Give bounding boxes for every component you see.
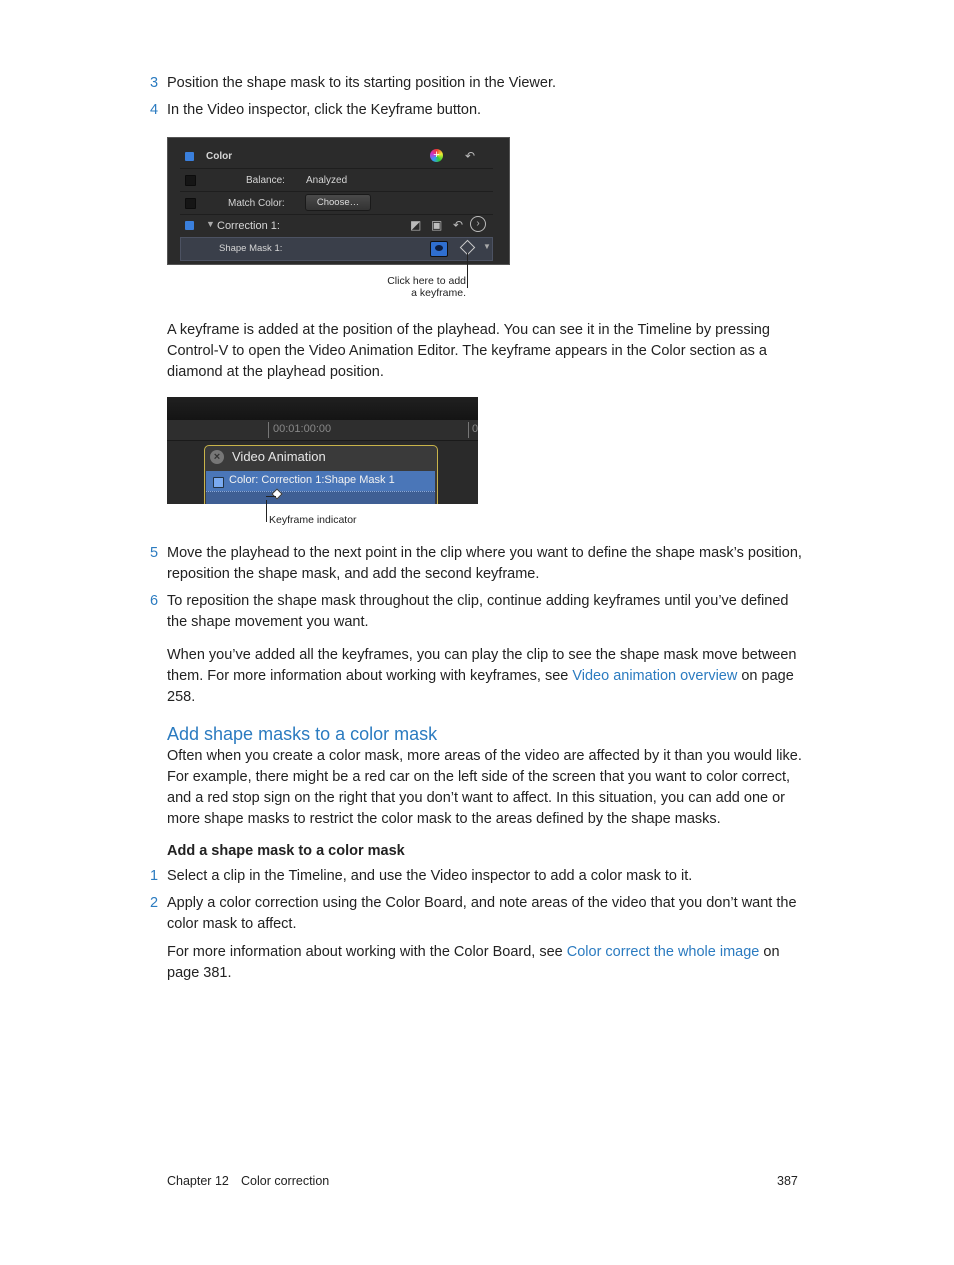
shape-mask-row [180,237,493,261]
track-label: Color: Correction 1:Shape Mask 1 [229,474,395,486]
panel-title: Video Animation [232,449,326,464]
section-paragraph: Often when you create a color mask, more areas of the video are affected by it than you would like. For example, there might be a red car on the left side of the screen that you want to color correct, and a red stop sign on the right that you don’t want to affect. In this situation, you can add one or more shape masks to restrict the color mask to the areas defined by the shape masks. [167,748,802,827]
color-label: Color [206,151,233,162]
match-color-label: Match Color: [228,198,285,209]
callout-keyframe-button [381,275,466,299]
color-row [180,146,493,169]
chevron-right-icon[interactable]: › [470,216,486,232]
callout-line [266,500,267,522]
balance-label: Balance: [246,175,285,186]
callout-line [467,253,468,288]
text: When you’ve added all the keyframes, you can play the clip to see the shape mask move between them. For more information about working with keyframes, see [167,647,797,684]
balance-row [180,169,493,192]
correction-checkbox[interactable] [185,221,194,230]
step-number: 2 [150,895,159,911]
disclosure-triangle-icon[interactable]: ▼ [206,219,215,229]
text: on page 258. [167,668,794,705]
choose-button[interactable]: Choose… [305,194,371,211]
step-text: Apply a color correction using the Color Board, and note areas of the video that you don’t want the color mask to affect. [167,895,797,932]
reset-icon[interactable]: ↶ [465,149,476,163]
footer-chapter: Chapter 12 [167,1174,229,1188]
page-number: 387 [777,1174,798,1188]
timeline-ruler [167,420,478,441]
step-text: Select a clip in the Timeline, and use the Video inspector to add a color mask to it. [167,868,693,884]
shape-mask-label: Shape Mask 1: [219,243,283,254]
link-video-animation-overview[interactable]: Video animation overview [572,668,738,684]
correction-label: Correction 1: [217,220,280,232]
match-color-checkbox[interactable] [185,198,196,209]
timecode-next: 0 [472,423,478,435]
paragraph-play-clip [167,645,807,708]
callout-line [266,496,276,497]
timecode: 00:01:00:00 [273,423,332,435]
paragraph-keyframe-added: A keyframe is added at the position of the playhead. You can see it in the Timeline by pressing Control-V to open the Video Animation Editor. The keyframe appears in the Color section as a diamond at the playhead position. [167,322,770,380]
video-inspector-screenshot [167,137,510,265]
step-number: 6 [150,593,159,609]
step-number: 4 [150,102,159,118]
match-color-row [180,192,493,215]
step-text: In the Video inspector, click the Keyframe button. [167,102,482,118]
video-animation-editor-screenshot [167,397,478,504]
shape-mask-icon[interactable]: ▣ [431,218,443,232]
step-number: 3 [150,75,159,91]
reset-icon[interactable]: ↶ [453,218,464,232]
step-number: 5 [150,545,159,561]
track-checkbox[interactable] [213,477,224,488]
task-title: Add a shape mask to a color mask [167,843,405,859]
dropdown-arrow-icon[interactable]: ▼ [483,242,491,251]
step-number: 1 [150,868,159,884]
section-title: Add shape masks to a color mask [167,724,438,744]
text: For more information about working with the Color Board, see [167,944,567,960]
balance-checkbox[interactable] [185,175,196,186]
keyframe-diamond-icon[interactable] [271,488,282,499]
color-checkbox[interactable] [185,152,194,161]
footer-chapter-title-link[interactable]: Color correction [241,1174,330,1188]
balance-value: Analyzed [306,175,348,186]
eye-icon[interactable] [430,241,448,257]
text: on page 381. [167,944,780,981]
step-text: To reposition the shape mask throughout the clip, continue adding keyframes until you’ve defined the shape movement you want. [167,593,789,630]
callout-keyframe-indicator: Keyframe indicator [269,514,357,526]
mask-icon[interactable]: ◩ [410,218,422,232]
add-effect-icon[interactable]: + [430,149,443,162]
step-text: Move the playhead to the next point in the clip where you want to define the shape mask’s position, reposition the shape mask, and add the second keyframe. [167,545,802,582]
step-text: Position the shape mask to its starting position in the Viewer. [167,75,557,91]
paragraph-color-board [167,942,807,984]
callout-line-2: a keyframe. [411,287,466,299]
correction-row [180,215,493,238]
timeline-header [167,397,478,420]
keyframe-track[interactable] [206,471,435,491]
keyframe-lane [206,491,435,504]
video-animation-panel [204,445,438,504]
close-icon[interactable]: × [210,450,224,464]
link-color-correct-whole-image[interactable]: Color correct the whole image [566,944,760,960]
callout-line-1: Click here to add [387,275,466,287]
